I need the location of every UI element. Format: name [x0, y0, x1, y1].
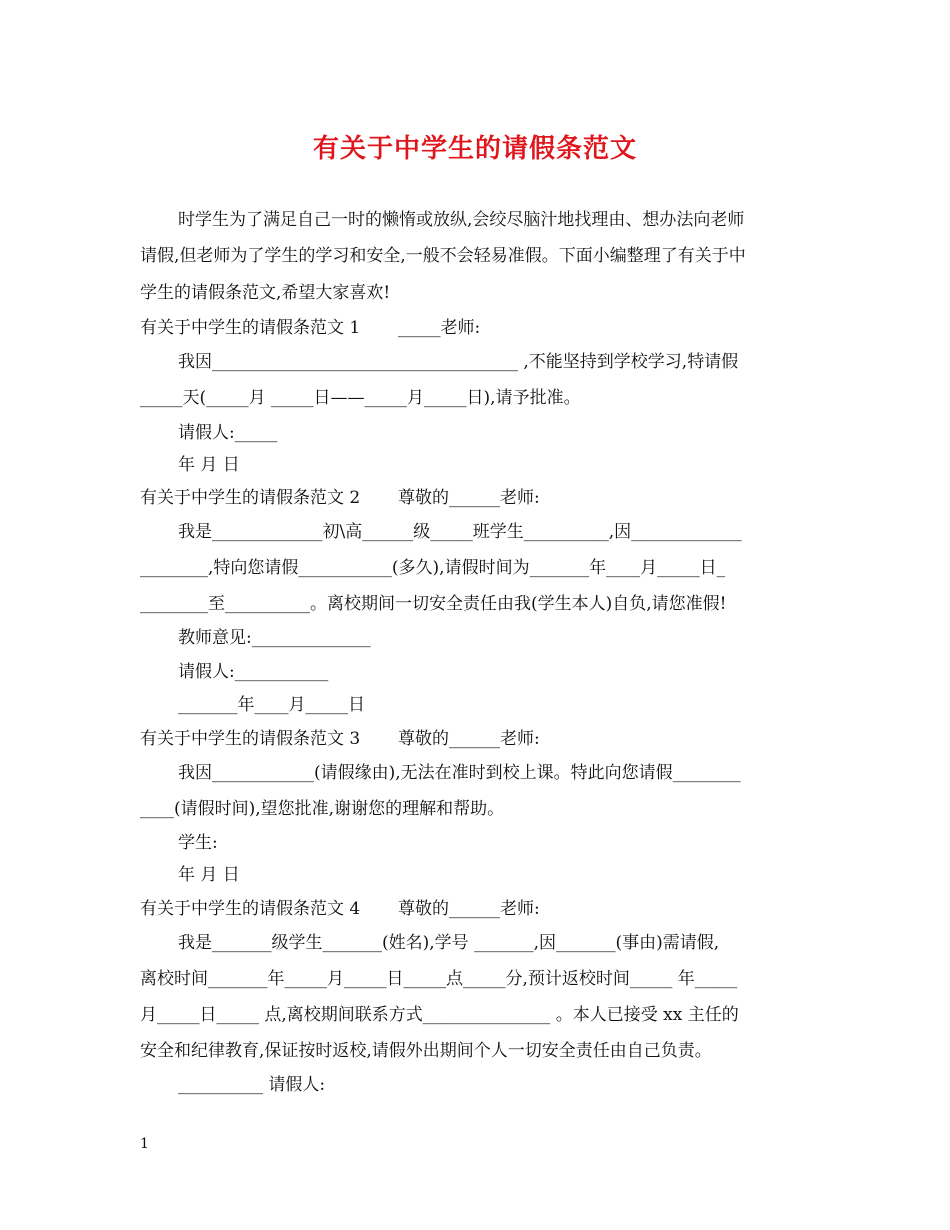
- paragraph-line: ________,特向您请假___________(多久),请假时间为_______年____月_____日_: [140, 558, 726, 578]
- paragraph-line: 离校时间_______年_____月_____日_____点_____分,预计返校时间_____ 年_____: [140, 969, 738, 989]
- paragraph-line: ____(请假时间),望您批准,谢谢您的理解和帮助。: [140, 799, 505, 819]
- section-heading-2: 有关于中学生的请假条范文 2 尊敬的______老师:: [140, 488, 540, 508]
- date-line: 年 月 日: [178, 865, 240, 885]
- paragraph-line: 我因____________________________________ ,不能坚持到学校学习,特请假: [178, 352, 739, 372]
- section-heading-3: 有关于中学生的请假条范文 3 尊敬的______老师:: [140, 729, 540, 749]
- date-line: _______年____月_____日: [178, 695, 365, 715]
- section-heading-1: 有关于中学生的请假条范文 1 _____老师:: [140, 318, 481, 338]
- signature-line: 请假人:___________: [178, 662, 329, 682]
- date-line: 年 月 日: [178, 455, 240, 475]
- paragraph-line: 我是_______级学生_______(姓名),学号 _______,因_______(事由)需请假,: [178, 933, 720, 953]
- signature-line: 学生:: [178, 833, 218, 853]
- section-heading-4: 有关于中学生的请假条范文 4 尊敬的______老师:: [140, 899, 540, 919]
- signature-line: 请假人:_____: [178, 423, 278, 443]
- paragraph-line: 学生的请假条范文,希望大家喜欢!: [140, 283, 391, 303]
- paragraph-line: ________至__________。离校期间一切安全责任由我(学生本人)自负,请您准假!: [140, 594, 727, 614]
- paragraph-line: 时学生为了满足自己一时的懒惰或放纵,会绞尽脑汁地找理由、想办法向老师: [178, 210, 745, 230]
- paragraph-line: _____天(_____月 _____日——_____月_____日),请予批准。: [140, 388, 581, 408]
- page-number: 1: [140, 1136, 149, 1152]
- paragraph-line: 安全和纪律教育,保证按时返校,请假外出期间个人一切安全责任由自己负责。: [140, 1041, 712, 1061]
- paragraph-line: 请假,但老师为了学生的学习和安全,一般不会轻易准假。下面小编整理了有关于中: [140, 246, 746, 266]
- teacher-opinion-line: 教师意见:______________: [178, 628, 371, 648]
- paragraph-line: 月_____日_____ 点,离校期间联系方式_______________ 。本人已接受 xx 主任的: [140, 1005, 739, 1025]
- signature-line: __________ 请假人:: [178, 1075, 326, 1095]
- paragraph-line: 我因____________(请假缘由),无法在准时到校上课。特此向您请假________: [178, 763, 741, 783]
- paragraph-line: 我是_____________初\高______级_____班学生__________,因_____________: [178, 522, 742, 542]
- document-title: 有关于中学生的请假条范文: [312, 134, 637, 164]
